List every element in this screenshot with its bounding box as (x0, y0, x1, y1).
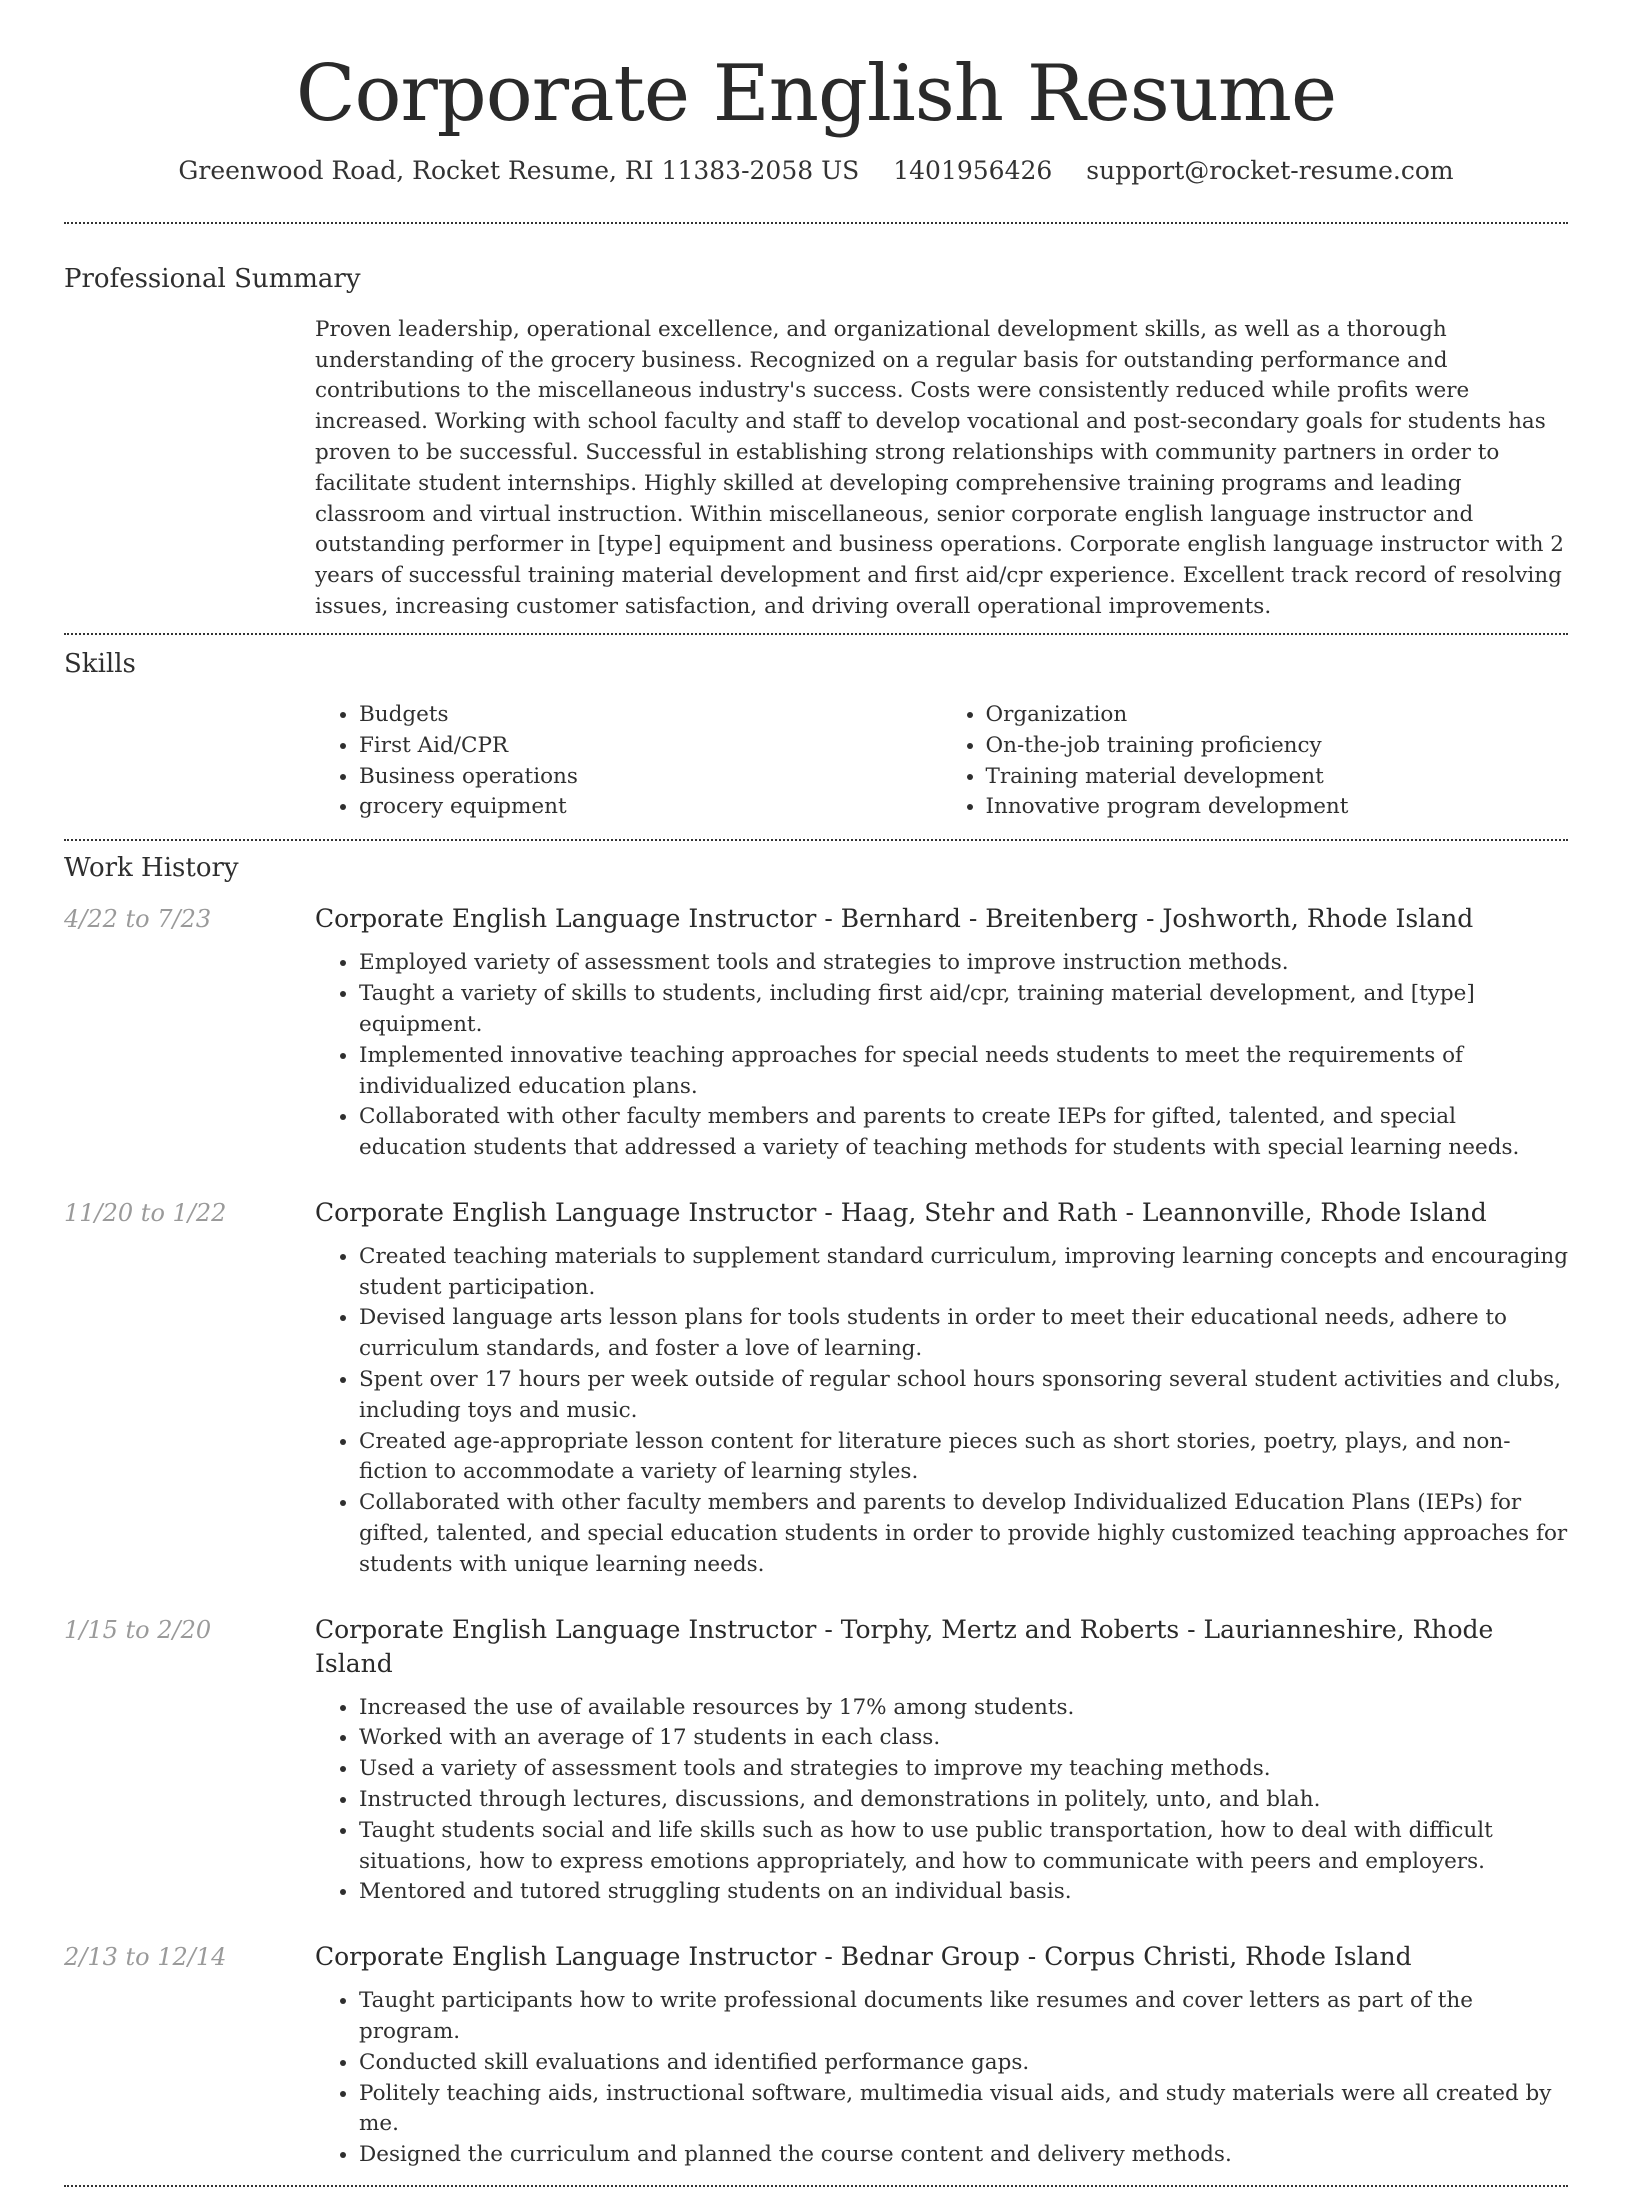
work-heading: Work History (64, 853, 239, 884)
job-dates: 11/20 to 1/22 (64, 1198, 227, 1227)
skills-column-right (942, 700, 1569, 823)
job-entry (64, 1196, 1568, 1581)
job-bullet: • Mentored and tutored struggling students on an individual basis. (359, 1877, 1568, 1908)
skill-item: • Business operations (359, 762, 942, 793)
job-dates: 4/22 to 7/23 (64, 905, 212, 934)
job-title: Corporate English Language Instructor - Bernhard - Breitenberg - Joshworth, Rhode Island (315, 904, 1474, 934)
job-bullets (315, 1693, 1568, 1909)
job-bullet: • Conducted skill evaluations and identified performance gaps. (359, 2048, 1568, 2079)
divider (64, 222, 1568, 224)
job-body (315, 1613, 1568, 1909)
contact-email: support@rocket-resume.com (1086, 155, 1454, 185)
job-dates: 2/13 to 12/14 (64, 1943, 227, 1972)
job-bullet: • Politely teaching aids, instructional software, multimedia visual aids, and study materials were all created by me. (359, 2079, 1568, 2141)
job-body (315, 902, 1568, 1164)
skill-item: • Organization (986, 700, 1569, 731)
skills-column-left (315, 700, 942, 823)
job-bullet: • Spent over 17 hours per week outside of regular school hours sponsoring several student activities and clubs, including toys and music. (359, 1365, 1568, 1427)
job-bullet: • Employed variety of assessment tools and strategies to improve instruction methods. (359, 948, 1568, 979)
divider (64, 839, 1568, 841)
skill-item: • Budgets (359, 700, 942, 731)
job-title: Corporate English Language Instructor - Haag, Stehr and Rath - Leannonville, Rhode Island (315, 1197, 1487, 1227)
summary-body (315, 315, 1568, 623)
resume-name: Corporate English Resume (295, 49, 1337, 139)
job-title: Corporate English Language Instructor - Torphy, Mertz and Roberts - Laurianneshire, Rhode Island (315, 1614, 1494, 1678)
job-bullet: • Collaborated with other faculty members and parents to create IEPs for gifted, talented, and special education students that addressed a variety of teaching methods for students with special learning needs. (359, 1102, 1568, 1164)
job-bullet: • Used a variety of assessment tools and strategies to improve my teaching methods. (359, 1754, 1568, 1785)
summary-heading: Professional Summary (64, 263, 361, 294)
contact-phone: 1401956426 (893, 155, 1053, 185)
job-entry (64, 902, 1568, 1164)
skill-item: • Training material development (986, 762, 1569, 793)
contact-address: Greenwood Road, Rocket Resume, RI 11383-2058 US (178, 155, 860, 185)
job-bullet: • Devised language arts lesson plans for tools students in order to meet their educational needs, adhere to curriculum standards, and foster a love of learning. (359, 1303, 1568, 1365)
job-dates: 1/15 to 2/20 (64, 1615, 212, 1644)
job-bullets (315, 948, 1568, 1164)
job-bullets (315, 1242, 1568, 1581)
skills-heading: Skills (64, 648, 136, 679)
contact-line (64, 156, 1568, 185)
summary-text: Proven leadership, operational excellence, and organizational development skills, as well as a thorough understanding of the grocery business. Recognized on a regular basis for outstanding performance and contributions to the miscellaneous industry's success. Costs were consistently reduced while profits were increased. Working with school faculty and staff to develop vocational and post-secondary goals for students has proven to be successful. Successful in establishing strong relationships with community partners in order to facilitate student internships. Highly skilled at developing comprehensive training programs and leading classroom and virtual instruction. Within miscellaneous, senior corporate english language instructor and outstanding performer in [type] equipment and business operations. Corporate english language instructor with 2 years of successful training material development and first aid/cpr experience. Excellent track record of resolving issues, increasing customer satisfaction, and driving overall operational improvements. (315, 316, 1564, 619)
job-entry (64, 1613, 1568, 1909)
job-bullet: • Increased the use of available resources by 17% among students. (359, 1693, 1568, 1724)
job-bullet: • Created teaching materials to supplement standard curriculum, improving learning concepts and encouraging student participation. (359, 1242, 1568, 1304)
job-body (315, 1940, 1568, 2171)
skill-item: • On-the-job training proficiency (986, 731, 1569, 762)
job-bullets (315, 1986, 1568, 2171)
skill-item: • grocery equipment (359, 792, 942, 823)
resume-page (64, 0, 1568, 2187)
divider (64, 633, 1568, 635)
skill-item: • First Aid/CPR (359, 731, 942, 762)
job-bullet: • Collaborated with other faculty members and parents to develop Individualized Education Plans (IEPs) for gifted, talented, and special education students in order to provide highly customized teaching approaches for students with unique learning needs. (359, 1488, 1568, 1580)
job-bullet: • Created age-appropriate lesson content for literature pieces such as short stories, poetry, plays, and non-fiction to accommodate a variety of learning styles. (359, 1427, 1568, 1489)
job-bullet: • Worked with an average of 17 students in each class. (359, 1723, 1568, 1754)
job-bullet: • Designed the curriculum and planned the course content and delivery methods. (359, 2140, 1568, 2171)
job-bullet: • Implemented innovative teaching approaches for special needs students to meet the requirements of individualized education plans. (359, 1041, 1568, 1103)
skills-list (315, 700, 1568, 823)
job-entry (64, 1940, 1568, 2171)
skill-item: • Innovative program development (986, 792, 1569, 823)
job-body (315, 1196, 1568, 1581)
job-bullet: • Taught participants how to write professional documents like resumes and cover letters as part of the program. (359, 1986, 1568, 2048)
job-title: Corporate English Language Instructor - Bednar Group - Corpus Christi, Rhode Island (315, 1942, 1412, 1972)
job-bullet: • Taught a variety of skills to students, including first aid/cpr, training material development, and [type] equipment. (359, 979, 1568, 1041)
job-bullet: • Taught students social and life skills such as how to use public transportation, how to deal with difficult situations, how to express emotions appropriately, and how to communicate with peers and employers. (359, 1816, 1568, 1878)
job-bullet: • Instructed through lectures, discussions, and demonstrations in politely, unto, and blah. (359, 1785, 1568, 1816)
